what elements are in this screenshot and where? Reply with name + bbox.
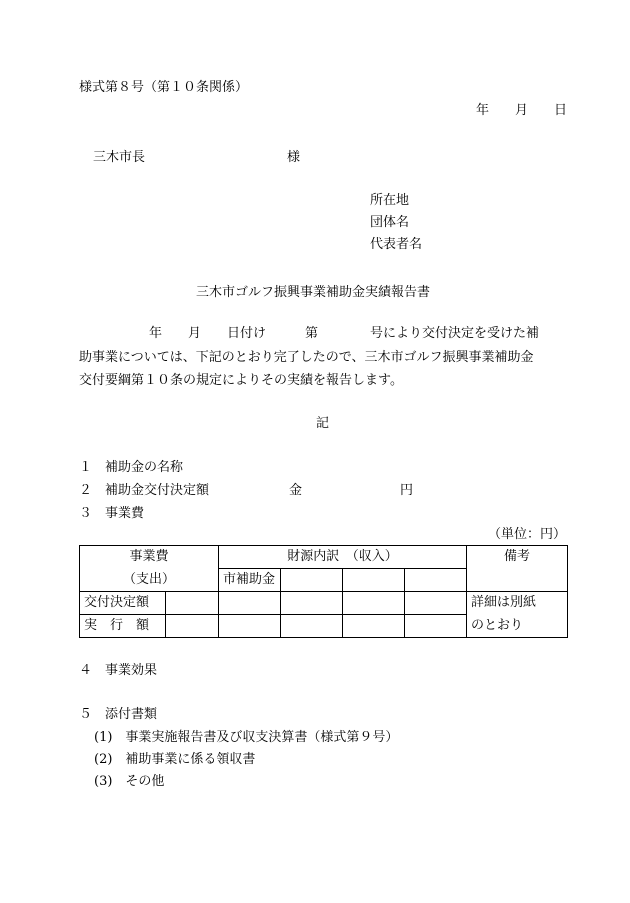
attachment-1: (1) 事業実施報告書及び収支決算書（様式第９号） (94, 730, 399, 745)
body-line-3: 交付要綱第１０条の規定によりその実績を報告します。 (79, 373, 403, 388)
representative-label: 代表者名 (370, 237, 423, 252)
cell-jikko-amount (166, 615, 219, 638)
row-label-jikko: 実 行 額 (80, 615, 166, 638)
item-2-yen: 円 (400, 483, 414, 498)
unit-note: （単位：円） (487, 527, 566, 542)
item-2-label: ２ 補助金交付決定額 (79, 483, 210, 498)
empty-cell (281, 569, 343, 592)
empty-cell (405, 592, 467, 615)
header-zaigen: 財源内訳 （収入） (219, 546, 467, 569)
cell-jikko-hojokin (219, 615, 281, 638)
empty-cell (405, 615, 467, 638)
biko-line-1: 詳細は別紙 (467, 592, 568, 615)
addressee-honorific: 様 (287, 150, 301, 165)
header-shi-hojokin: 市補助金 (219, 569, 281, 592)
attachment-3: (3) その他 (94, 774, 165, 789)
form-number: 様式第８号（第１０条関係） (79, 80, 249, 95)
cell-kofu-amount (166, 592, 219, 615)
header-biko: 備考 (467, 546, 568, 569)
document-title: 三木市ゴルフ振興事業補助金実績報告書 (196, 285, 431, 300)
date-line: 年 月 日 (475, 103, 567, 118)
cell-kofu-hojokin (219, 592, 281, 615)
item-5: ５ 添付書類 (79, 707, 158, 722)
attachment-2: (2) 補助事業に係る領収書 (94, 752, 256, 767)
organization-label: 団体名 (370, 215, 410, 230)
empty-cell (343, 569, 405, 592)
item-1: １ 補助金の名称 (79, 460, 184, 475)
empty-cell (343, 615, 405, 638)
empty-cell (281, 592, 343, 615)
item-3: ３ 事業費 (79, 506, 145, 521)
empty-cell (467, 569, 568, 592)
empty-cell (405, 569, 467, 592)
header-jigyohi: 事業費 (80, 546, 219, 569)
expense-table (79, 545, 568, 638)
header-shishutsu: （支出） (80, 569, 219, 592)
ki-heading: 記 (316, 416, 330, 431)
body-line-1: 年 月 日付け 第 号により交付決定を受けた補 (149, 326, 540, 341)
address-label: 所在地 (370, 193, 410, 208)
item-4: ４ 事業効果 (79, 663, 158, 678)
empty-cell (281, 615, 343, 638)
addressee-name: 三木市長 (93, 150, 146, 165)
item-2-kin: 金 (289, 483, 303, 498)
biko-line-2: のとおり (467, 615, 568, 638)
body-line-2: 助事業については、下記のとおり完了したので、三木市ゴルフ振興事業補助金 (79, 350, 534, 365)
row-label-kofu-kettei: 交付決定額 (80, 592, 166, 615)
empty-cell (343, 592, 405, 615)
